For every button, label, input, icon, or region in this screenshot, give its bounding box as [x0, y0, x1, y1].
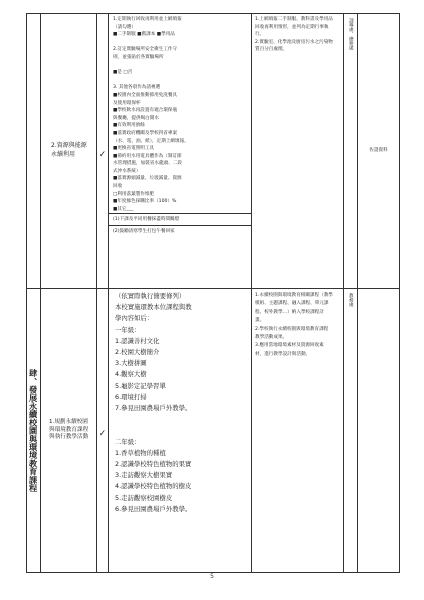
- unit-cell: [344, 14, 358, 289]
- goal-text: 2.資源與能源永續利用: [51, 142, 87, 158]
- action-line: ■落實政府機關及學校四省專案: [113, 130, 178, 136]
- action-line: 5.龜影定記學習單: [115, 381, 166, 390]
- action-line: 6.環境打掃: [115, 392, 147, 401]
- category-cell-empty: [27, 14, 41, 289]
- action-line: 1.認識善村文化: [115, 336, 160, 345]
- table-row: [27, 289, 400, 573]
- action-line: 2.校園大樹簡介: [115, 348, 160, 357]
- checkmark-icon: ✓: [98, 429, 107, 439]
- action-line: ■學校飲水再設置有適合環保瓶: [113, 108, 178, 114]
- action-line: ■更換省電照明工具: [113, 146, 155, 152]
- note-2: [109, 225, 251, 236]
- action-line: ■有效利用廚餘: [113, 123, 145, 129]
- evidence-text: 佐證資料: [369, 148, 388, 154]
- check-cell: [97, 14, 109, 289]
- result-line: 1.永續校園與環境教育相關課程（教學: [255, 293, 333, 298]
- action-line: 水管理措施，加裝省水龍頭、二段: [113, 161, 182, 167]
- result-line: 材，進行教學設計與活動。: [255, 351, 311, 357]
- unit-text: 訓導處、總務處: [348, 18, 354, 51]
- results-list: [252, 289, 343, 359]
- action-line: 2.訂定實驗場所安全衛生工作守: [113, 47, 178, 53]
- action-line: 學內容如后：: [115, 314, 154, 323]
- note-1: [109, 213, 251, 225]
- result-line: 畫。: [255, 318, 265, 324]
- table-row: [27, 14, 400, 289]
- action-line: (1)下課及平同用餐採盡時間關燈: [113, 217, 180, 223]
- action-line: [115, 425, 249, 436]
- action-line: [113, 77, 249, 85]
- action-line: 4.認識學校特色植物的樹皮: [115, 482, 192, 491]
- actions-cell: [109, 14, 252, 289]
- result-line: 2.實驗室、化學池及廚房污水之污染物: [255, 39, 333, 45]
- results-list: [252, 14, 343, 54]
- action-line: （水、電、油、紙），定期上網填報。: [113, 138, 189, 144]
- action-line: ■校園內全面推動節用免洗餐具: [113, 92, 178, 98]
- page-number: 5: [210, 573, 214, 580]
- evidence-cell: [358, 14, 400, 289]
- action-line: ■二手制服 ■舊課本 ■學用品: [113, 32, 175, 38]
- result-line: 質百分百處理。: [255, 47, 288, 53]
- goal-cell: [41, 14, 97, 289]
- evidence-cell: [358, 289, 400, 573]
- action-line: 4.觀察大樹: [115, 370, 147, 379]
- action-line: 與餐廳，提供喝白開水: [113, 115, 159, 121]
- action-line: 1.定期執行回收再利用並上網填報: [113, 17, 182, 22]
- action-line: 式沖水系統）: [113, 168, 141, 174]
- plan-table: [26, 13, 400, 573]
- category-cell: [27, 289, 41, 573]
- result-line: 回收再利用情形，並列為定期行事執: [255, 24, 329, 30]
- action-line: 二年級：: [115, 437, 141, 446]
- action-line: （依實際執行簡要條列）: [115, 292, 186, 300]
- category-text: 肆、發展永續校園與環境教育課程: [28, 369, 39, 492]
- action-line: ■年度綠色採購比率（100）%: [113, 199, 177, 205]
- results-cell: [252, 14, 344, 289]
- action-line: ■落實源頭減量、垃圾減量、資源: [113, 176, 182, 182]
- check-cell: [97, 289, 109, 573]
- action-line: 2.認識學校特色植物的果實: [115, 460, 192, 469]
- result-line: 模組、主題課程、融入課程、單元課: [255, 301, 329, 307]
- action-line: 3.走訪觀察大樹果實: [115, 471, 173, 480]
- actions-list: [109, 14, 251, 213]
- checkmark-icon: ✓: [98, 149, 107, 160]
- action-line: [115, 414, 249, 425]
- result-line: 2.學校執行永續校園與環境教育課程: [255, 326, 329, 332]
- result-line: 行。: [255, 32, 265, 38]
- action-line: 一年級：: [115, 325, 141, 334]
- action-line: （請勾選）: [113, 24, 136, 30]
- unit-text: 教務處: [348, 293, 354, 307]
- goal-text: 1.規劃永續校園與環境教育課程與執行教學活動: [49, 418, 89, 441]
- page: [26, 13, 399, 572]
- result-line: 1.上網填報二手制服、教科書及學用品: [255, 17, 333, 22]
- action-line: 5.走訪觀察校園樹皮: [115, 493, 173, 502]
- result-line: 教學活動成果。: [255, 335, 288, 341]
- action-line: 則，並張貼於各實驗場所: [113, 54, 164, 60]
- action-line: 本校實施環教本位課程與教: [115, 303, 192, 312]
- action-line: ■其它___: [113, 206, 134, 212]
- actions-list: [109, 289, 251, 515]
- action-line: □利用落葉製作堆肥: [113, 191, 155, 197]
- result-line: 3.應用當地環境素材及資源回收素: [255, 343, 324, 349]
- results-cell: [252, 289, 344, 573]
- action-line: ■是 □否: [113, 70, 133, 76]
- action-line: ■節約用水用電具體作為（制訂節: [113, 153, 182, 159]
- action-line: [113, 39, 249, 47]
- action-line: 3. 其他各項作為請複選: [113, 85, 161, 91]
- action-line: [113, 62, 249, 70]
- actions-cell: [109, 289, 252, 573]
- goal-cell: [41, 289, 97, 573]
- action-line: 6.參見田園農場戶外教學。: [115, 504, 192, 513]
- action-line: 7.參見田園農場戶外教學。: [115, 404, 192, 413]
- result-line: 程、校外教學…）納入學校課程計: [255, 309, 324, 315]
- action-line: (2)鼓勵清寒學生打包午餐回家: [113, 229, 175, 235]
- action-line: 回收: [113, 184, 123, 190]
- unit-cell: [344, 289, 358, 573]
- action-line: 及使用環保杯: [113, 100, 141, 106]
- action-line: 1.香草植物的種植: [115, 448, 166, 457]
- action-line: 3.大樹拼圖: [115, 359, 147, 368]
